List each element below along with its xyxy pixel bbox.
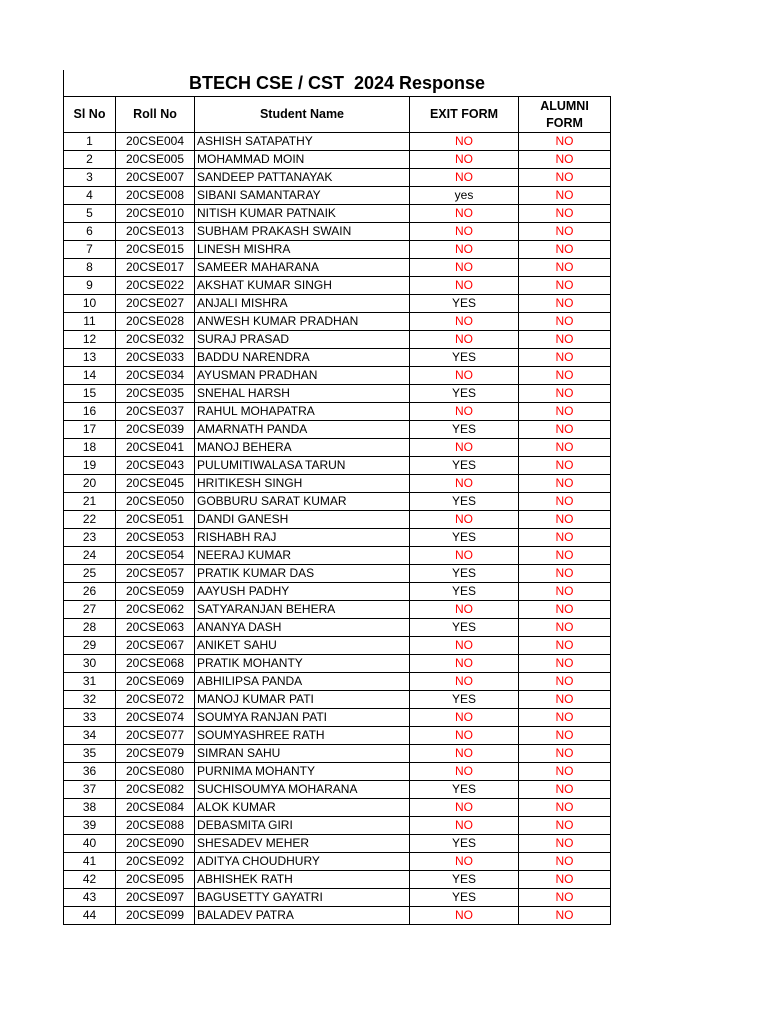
cell-sl-no: 29	[64, 637, 116, 655]
cell-roll-no: 20CSE063	[116, 619, 195, 637]
cell-exit-form: YES	[410, 565, 519, 583]
cell-roll-no: 20CSE035	[116, 385, 195, 403]
cell-roll-no: 20CSE077	[116, 727, 195, 745]
cell-exit-form: NO	[410, 169, 519, 187]
table-row	[64, 871, 611, 889]
cell-sl-no: 14	[64, 367, 116, 385]
cell-exit-form: NO	[410, 151, 519, 169]
cell-exit-form: NO	[410, 727, 519, 745]
table-header-row	[64, 97, 611, 133]
table-row	[64, 799, 611, 817]
cell-exit-form: NO	[410, 853, 519, 871]
cell-sl-no: 41	[64, 853, 116, 871]
cell-alumni-form: NO	[519, 367, 611, 385]
table-row	[64, 637, 611, 655]
cell-exit-form: YES	[410, 619, 519, 637]
cell-alumni-form: NO	[519, 295, 611, 313]
cell-roll-no: 20CSE067	[116, 637, 195, 655]
cell-student-name: ABHILIPSA PANDA	[195, 673, 410, 691]
table-row	[64, 781, 611, 799]
cell-sl-no: 35	[64, 745, 116, 763]
cell-alumni-form: NO	[519, 601, 611, 619]
cell-alumni-form: NO	[519, 259, 611, 277]
cell-exit-form: NO	[410, 205, 519, 223]
cell-exit-form: YES	[410, 295, 519, 313]
cell-sl-no: 21	[64, 493, 116, 511]
table-row	[64, 709, 611, 727]
table-row	[64, 907, 611, 925]
cell-roll-no: 20CSE074	[116, 709, 195, 727]
cell-exit-form: YES	[410, 529, 519, 547]
table-row	[64, 511, 611, 529]
cell-student-name: ANIKET SAHU	[195, 637, 410, 655]
cell-exit-form: YES	[410, 889, 519, 907]
cell-exit-form: NO	[410, 259, 519, 277]
cell-student-name: LINESH MISHRA	[195, 241, 410, 259]
cell-exit-form: NO	[410, 799, 519, 817]
cell-roll-no: 20CSE022	[116, 277, 195, 295]
cell-roll-no: 20CSE099	[116, 907, 195, 925]
cell-roll-no: 20CSE057	[116, 565, 195, 583]
cell-exit-form: NO	[410, 907, 519, 925]
table-row	[64, 151, 611, 169]
cell-exit-form: NO	[410, 637, 519, 655]
cell-sl-no: 13	[64, 349, 116, 367]
table-row	[64, 529, 611, 547]
cell-student-name: ANJALI MISHRA	[195, 295, 410, 313]
cell-student-name: ANANYA DASH	[195, 619, 410, 637]
cell-sl-no: 43	[64, 889, 116, 907]
cell-exit-form: YES	[410, 349, 519, 367]
cell-exit-form: NO	[410, 133, 519, 151]
cell-student-name: BALADEV PATRA	[195, 907, 410, 925]
table-row	[64, 259, 611, 277]
cell-sl-no: 39	[64, 817, 116, 835]
cell-sl-no: 27	[64, 601, 116, 619]
table-row	[64, 745, 611, 763]
cell-exit-form: NO	[410, 367, 519, 385]
cell-roll-no: 20CSE054	[116, 547, 195, 565]
header-alumni-form	[519, 97, 611, 133]
cell-alumni-form: NO	[519, 205, 611, 223]
table-row	[64, 439, 611, 457]
cell-alumni-form: NO	[519, 151, 611, 169]
table-row	[64, 187, 611, 205]
cell-exit-form: YES	[410, 421, 519, 439]
cell-alumni-form: NO	[519, 493, 611, 511]
cell-roll-no: 20CSE010	[116, 205, 195, 223]
cell-student-name: DEBASMITA GIRI	[195, 817, 410, 835]
table-row	[64, 421, 611, 439]
cell-roll-no: 20CSE095	[116, 871, 195, 889]
cell-student-name: RAHUL MOHAPATRA	[195, 403, 410, 421]
cell-roll-no: 20CSE050	[116, 493, 195, 511]
table-row	[64, 493, 611, 511]
cell-sl-no: 32	[64, 691, 116, 709]
cell-alumni-form: NO	[519, 799, 611, 817]
cell-roll-no: 20CSE084	[116, 799, 195, 817]
cell-student-name: PURNIMA MOHANTY	[195, 763, 410, 781]
table-row	[64, 673, 611, 691]
cell-alumni-form: NO	[519, 727, 611, 745]
cell-student-name: SUBHAM PRAKASH SWAIN	[195, 223, 410, 241]
cell-sl-no: 36	[64, 763, 116, 781]
cell-exit-form: NO	[410, 511, 519, 529]
cell-student-name: ALOK KUMAR	[195, 799, 410, 817]
cell-roll-no: 20CSE041	[116, 439, 195, 457]
cell-student-name: MANOJ KUMAR PATI	[195, 691, 410, 709]
cell-sl-no: 31	[64, 673, 116, 691]
cell-alumni-form: NO	[519, 781, 611, 799]
cell-alumni-form: NO	[519, 547, 611, 565]
cell-roll-no: 20CSE097	[116, 889, 195, 907]
cell-sl-no: 34	[64, 727, 116, 745]
cell-student-name: AKSHAT KUMAR SINGH	[195, 277, 410, 295]
cell-sl-no: 8	[64, 259, 116, 277]
cell-alumni-form: NO	[519, 529, 611, 547]
cell-sl-no: 23	[64, 529, 116, 547]
table-row	[64, 583, 611, 601]
table-row	[64, 295, 611, 313]
header-exit-form: EXIT FORM	[410, 97, 519, 133]
cell-student-name: BADDU NARENDRA	[195, 349, 410, 367]
cell-student-name: SHESADEV MEHER	[195, 835, 410, 853]
cell-sl-no: 44	[64, 907, 116, 925]
cell-student-name: GOBBURU SARAT KUMAR	[195, 493, 410, 511]
cell-alumni-form: NO	[519, 385, 611, 403]
cell-sl-no: 6	[64, 223, 116, 241]
cell-exit-form: YES	[410, 385, 519, 403]
cell-alumni-form: NO	[519, 907, 611, 925]
cell-alumni-form: NO	[519, 223, 611, 241]
cell-roll-no: 20CSE092	[116, 853, 195, 871]
cell-exit-form: NO	[410, 547, 519, 565]
cell-sl-no: 16	[64, 403, 116, 421]
cell-student-name: HRITIKESH SINGH	[195, 475, 410, 493]
cell-student-name: SIMRAN SAHU	[195, 745, 410, 763]
cell-exit-form: NO	[410, 763, 519, 781]
cell-exit-form: YES	[410, 457, 519, 475]
cell-student-name: RISHABH RAJ	[195, 529, 410, 547]
cell-alumni-form: NO	[519, 583, 611, 601]
cell-roll-no: 20CSE005	[116, 151, 195, 169]
cell-alumni-form: NO	[519, 475, 611, 493]
cell-exit-form: NO	[410, 745, 519, 763]
cell-exit-form: NO	[410, 709, 519, 727]
cell-alumni-form: NO	[519, 277, 611, 295]
cell-roll-no: 20CSE072	[116, 691, 195, 709]
cell-student-name: NEERAJ KUMAR	[195, 547, 410, 565]
cell-roll-no: 20CSE045	[116, 475, 195, 493]
header-alumni-form-line2: FORM	[546, 115, 583, 130]
cell-sl-no: 28	[64, 619, 116, 637]
cell-roll-no: 20CSE053	[116, 529, 195, 547]
cell-sl-no: 4	[64, 187, 116, 205]
table-row	[64, 385, 611, 403]
cell-roll-no: 20CSE013	[116, 223, 195, 241]
cell-student-name: AMARNATH PANDA	[195, 421, 410, 439]
cell-student-name: DANDI GANESH	[195, 511, 410, 529]
cell-student-name: SOUMYA RANJAN PATI	[195, 709, 410, 727]
cell-roll-no: 20CSE004	[116, 133, 195, 151]
response-table	[63, 96, 611, 925]
table-row	[64, 853, 611, 871]
cell-sl-no: 12	[64, 331, 116, 349]
cell-alumni-form: NO	[519, 565, 611, 583]
table-row	[64, 889, 611, 907]
cell-sl-no: 30	[64, 655, 116, 673]
cell-student-name: ANWESH KUMAR PRADHAN	[195, 313, 410, 331]
cell-student-name: SIBANI SAMANTARAY	[195, 187, 410, 205]
table-row	[64, 223, 611, 241]
cell-sl-no: 40	[64, 835, 116, 853]
cell-sl-no: 15	[64, 385, 116, 403]
cell-roll-no: 20CSE039	[116, 421, 195, 439]
table-row	[64, 835, 611, 853]
cell-exit-form: NO	[410, 241, 519, 259]
table-row	[64, 349, 611, 367]
cell-roll-no: 20CSE082	[116, 781, 195, 799]
cell-alumni-form: NO	[519, 889, 611, 907]
cell-alumni-form: NO	[519, 709, 611, 727]
table-row	[64, 169, 611, 187]
cell-roll-no: 20CSE051	[116, 511, 195, 529]
table-row	[64, 601, 611, 619]
cell-exit-form: YES	[410, 691, 519, 709]
cell-student-name: SOUMYASHREE RATH	[195, 727, 410, 745]
cell-roll-no: 20CSE080	[116, 763, 195, 781]
cell-student-name: SUCHISOUMYA MOHARANA	[195, 781, 410, 799]
cell-alumni-form: NO	[519, 763, 611, 781]
cell-student-name: AYUSMAN PRADHAN	[195, 367, 410, 385]
cell-student-name: SATYARANJAN BEHERA	[195, 601, 410, 619]
cell-exit-form: NO	[410, 655, 519, 673]
table-row	[64, 817, 611, 835]
cell-roll-no: 20CSE034	[116, 367, 195, 385]
cell-alumni-form: NO	[519, 745, 611, 763]
cell-exit-form: YES	[410, 781, 519, 799]
cell-alumni-form: NO	[519, 313, 611, 331]
cell-student-name: PRATIK KUMAR DAS	[195, 565, 410, 583]
cell-alumni-form: NO	[519, 691, 611, 709]
table-row	[64, 727, 611, 745]
cell-alumni-form: NO	[519, 655, 611, 673]
cell-student-name: ABHISHEK RATH	[195, 871, 410, 889]
cell-alumni-form: NO	[519, 169, 611, 187]
cell-exit-form: YES	[410, 583, 519, 601]
cell-sl-no: 10	[64, 295, 116, 313]
cell-roll-no: 20CSE079	[116, 745, 195, 763]
cell-sl-no: 37	[64, 781, 116, 799]
header-roll-no: Roll No	[116, 97, 195, 133]
cell-roll-no: 20CSE068	[116, 655, 195, 673]
table-row	[64, 763, 611, 781]
cell-roll-no: 20CSE043	[116, 457, 195, 475]
cell-student-name: NITISH KUMAR PATNAIK	[195, 205, 410, 223]
cell-alumni-form: NO	[519, 421, 611, 439]
cell-roll-no: 20CSE032	[116, 331, 195, 349]
cell-roll-no: 20CSE062	[116, 601, 195, 619]
cell-student-name: SANDEEP PATTANAYAK	[195, 169, 410, 187]
cell-roll-no: 20CSE028	[116, 313, 195, 331]
table-row	[64, 241, 611, 259]
cell-sl-no: 42	[64, 871, 116, 889]
cell-alumni-form: NO	[519, 673, 611, 691]
cell-alumni-form: NO	[519, 871, 611, 889]
cell-alumni-form: NO	[519, 241, 611, 259]
cell-exit-form: NO	[410, 601, 519, 619]
cell-roll-no: 20CSE090	[116, 835, 195, 853]
cell-student-name: MANOJ BEHERA	[195, 439, 410, 457]
cell-roll-no: 20CSE015	[116, 241, 195, 259]
cell-student-name: SURAJ PRASAD	[195, 331, 410, 349]
table-row	[64, 205, 611, 223]
cell-roll-no: 20CSE088	[116, 817, 195, 835]
table-row	[64, 133, 611, 151]
cell-sl-no: 22	[64, 511, 116, 529]
cell-exit-form: NO	[410, 331, 519, 349]
cell-sl-no: 20	[64, 475, 116, 493]
cell-alumni-form: NO	[519, 835, 611, 853]
cell-alumni-form: NO	[519, 403, 611, 421]
cell-exit-form: NO	[410, 673, 519, 691]
cell-alumni-form: NO	[519, 817, 611, 835]
cell-sl-no: 9	[64, 277, 116, 295]
cell-roll-no: 20CSE037	[116, 403, 195, 421]
cell-student-name: MOHAMMAD MOIN	[195, 151, 410, 169]
table-row	[64, 547, 611, 565]
table-row	[64, 619, 611, 637]
cell-alumni-form: NO	[519, 511, 611, 529]
table-row	[64, 655, 611, 673]
table-row	[64, 691, 611, 709]
cell-roll-no: 20CSE033	[116, 349, 195, 367]
cell-exit-form: NO	[410, 223, 519, 241]
cell-alumni-form: NO	[519, 619, 611, 637]
cell-student-name: ADITYA CHOUDHURY	[195, 853, 410, 871]
cell-sl-no: 2	[64, 151, 116, 169]
cell-roll-no: 20CSE027	[116, 295, 195, 313]
cell-roll-no: 20CSE069	[116, 673, 195, 691]
cell-roll-no: 20CSE059	[116, 583, 195, 601]
cell-student-name: SAMEER MAHARANA	[195, 259, 410, 277]
cell-alumni-form: NO	[519, 439, 611, 457]
table-row	[64, 565, 611, 583]
table-row	[64, 331, 611, 349]
cell-sl-no: 26	[64, 583, 116, 601]
cell-exit-form: YES	[410, 493, 519, 511]
header-alumni-form-line1: ALUMNI	[540, 98, 589, 113]
cell-student-name: PRATIK MOHANTY	[195, 655, 410, 673]
table-row	[64, 367, 611, 385]
cell-roll-no: 20CSE007	[116, 169, 195, 187]
cell-alumni-form: NO	[519, 853, 611, 871]
table-row	[64, 475, 611, 493]
cell-exit-form: NO	[410, 313, 519, 331]
cell-sl-no: 18	[64, 439, 116, 457]
cell-sl-no: 24	[64, 547, 116, 565]
cell-exit-form: NO	[410, 475, 519, 493]
cell-sl-no: 11	[64, 313, 116, 331]
cell-exit-form: NO	[410, 277, 519, 295]
cell-sl-no: 19	[64, 457, 116, 475]
table-row	[64, 457, 611, 475]
cell-alumni-form: NO	[519, 637, 611, 655]
cell-exit-form: YES	[410, 835, 519, 853]
cell-sl-no: 1	[64, 133, 116, 151]
cell-sl-no: 38	[64, 799, 116, 817]
cell-sl-no: 3	[64, 169, 116, 187]
cell-student-name: SNEHAL HARSH	[195, 385, 410, 403]
cell-roll-no: 20CSE017	[116, 259, 195, 277]
cell-student-name: ASHISH SATAPATHY	[195, 133, 410, 151]
cell-exit-form: NO	[410, 817, 519, 835]
table-body	[64, 133, 611, 925]
cell-sl-no: 33	[64, 709, 116, 727]
page-title: BTECH CSE / CST 2024 Response	[188, 73, 486, 93]
table-row	[64, 313, 611, 331]
cell-exit-form: YES	[410, 871, 519, 889]
cell-sl-no: 17	[64, 421, 116, 439]
cell-alumni-form: NO	[519, 133, 611, 151]
cell-alumni-form: NO	[519, 349, 611, 367]
header-student-name: Student Name	[195, 97, 410, 133]
cell-alumni-form: NO	[519, 331, 611, 349]
cell-sl-no: 7	[64, 241, 116, 259]
cell-alumni-form: NO	[519, 187, 611, 205]
cell-exit-form: NO	[410, 403, 519, 421]
cell-sl-no: 5	[64, 205, 116, 223]
cell-student-name: BAGUSETTY GAYATRI	[195, 889, 410, 907]
header-sl-no: Sl No	[64, 97, 116, 133]
table-row	[64, 277, 611, 295]
cell-exit-form: NO	[410, 439, 519, 457]
cell-roll-no: 20CSE008	[116, 187, 195, 205]
cell-student-name: PULUMITIWALASA TARUN	[195, 457, 410, 475]
cell-sl-no: 25	[64, 565, 116, 583]
cell-exit-form: yes	[410, 187, 519, 205]
table-row	[64, 403, 611, 421]
cell-alumni-form: NO	[519, 457, 611, 475]
cell-student-name: AAYUSH PADHY	[195, 583, 410, 601]
